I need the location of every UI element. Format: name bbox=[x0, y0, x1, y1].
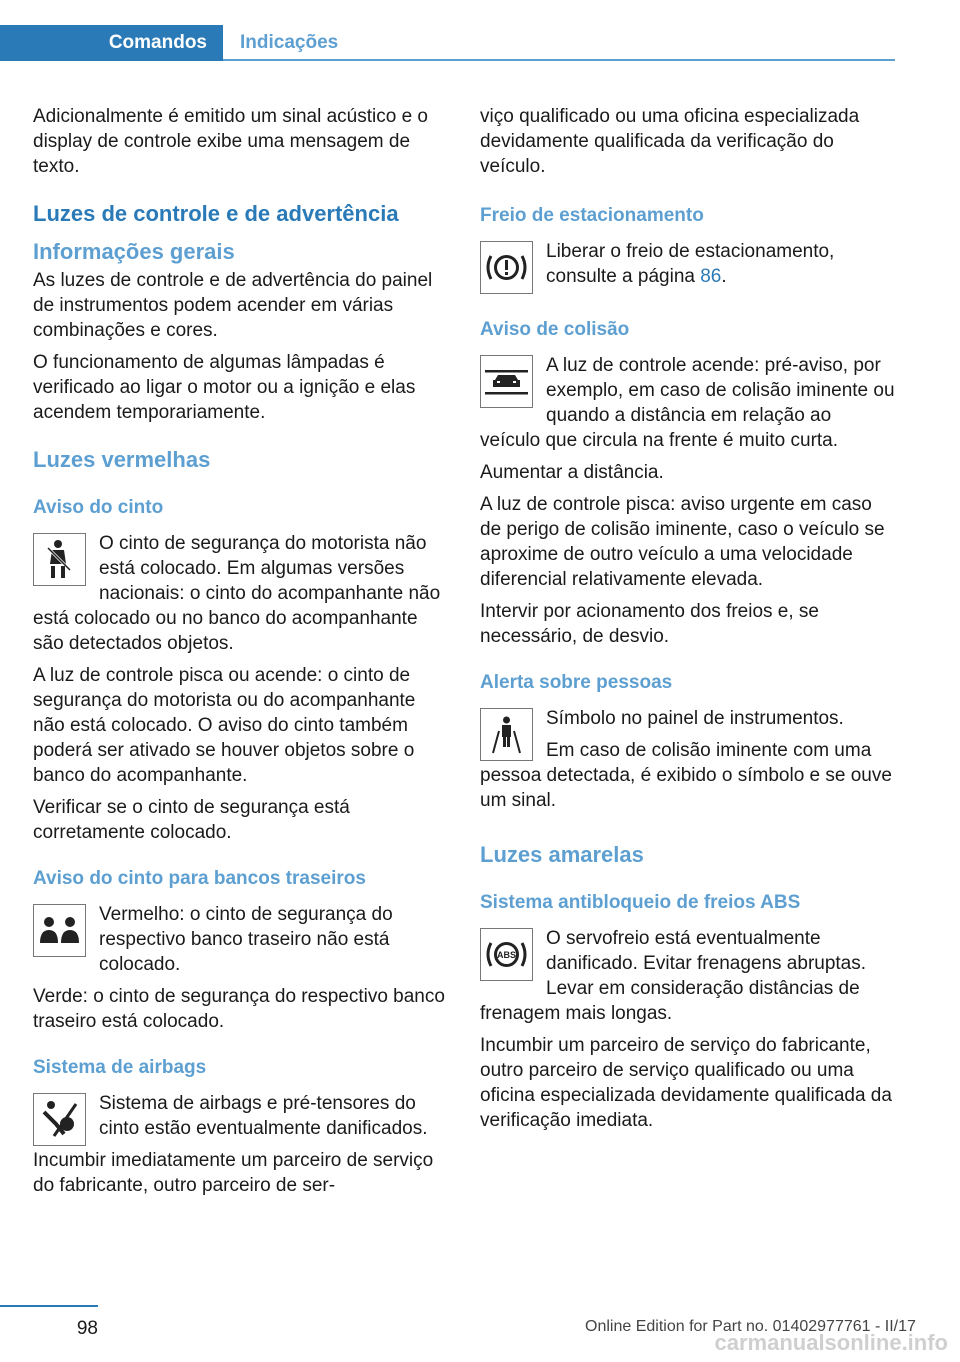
general-info-paragraph-2: O funcionamento de algumas lâmpadas é verificado ao ligar o motor ou a ignição e elas acendem temporariamente. bbox=[33, 352, 416, 423]
collision-warning-block bbox=[480, 353, 895, 460]
seatbelt-icon bbox=[33, 533, 86, 586]
parking-brake-icon bbox=[480, 241, 533, 294]
general-info-paragraph-1: As luzes de controle e de advertência do painel de instrumentos podem acender em várias combinações e cores. bbox=[33, 270, 433, 341]
abs-paragraph-1: O servofreio está eventualmente danificado. Evitar frenagens abruptas. Levar em consideração distâncias de frenagem mais longas. bbox=[480, 928, 867, 1024]
airbag-paragraph-2: Incumbir imediatamente um parceiro de serviço do fabricante, outro parceiro de ser- bbox=[33, 1150, 434, 1196]
belt-warning-heading: Aviso do cinto bbox=[33, 497, 164, 518]
watermark: carmanualsonline.info bbox=[714, 1330, 948, 1355]
svg-text:ABS: ABS bbox=[496, 950, 517, 960]
tab-comandos[interactable]: Comandos bbox=[0, 25, 223, 61]
abs-paragraph-2: Incumbir um parceiro de serviço do fabricante, outro parceiro de serviço qualificado ou uma oficina especializada devidamente qualificada da verificação imediata. bbox=[480, 1035, 892, 1131]
parking-brake-end: . bbox=[721, 266, 727, 287]
rear-belt-heading: Aviso do cinto para bancos traseiros bbox=[33, 868, 366, 889]
pedestrian-warning-paragraph-2: Em caso de colisão iminente com uma pessoa detectada, é exibido o símbolo e se ouve um sinal. bbox=[480, 740, 892, 811]
parking-brake-heading: Freio de estacionamento bbox=[480, 205, 704, 226]
rear-belt-block bbox=[33, 902, 448, 984]
section-tabs bbox=[0, 25, 895, 61]
abs-heading: Sistema antibloqueio de freios ABS bbox=[480, 892, 801, 913]
page-link[interactable]: 86 bbox=[700, 266, 722, 287]
collision-warning-paragraph-2: Aumentar a distância. bbox=[480, 462, 664, 483]
pedestrian-warning-paragraph-1: Símbolo no painel de instrumentos. bbox=[546, 708, 844, 729]
pedestrian-icon bbox=[480, 708, 533, 761]
collision-warning-paragraph-3: A luz de controle pisca: aviso urgente em caso de perigo de colisão iminente, caso o veículo se aproxime de outro veículo a uma velocidade diferencial relativamente elevada. bbox=[480, 494, 885, 590]
continued-paragraph: viço qualificado ou uma oficina especializada devidamente qualificada da verificação do veículo. bbox=[480, 106, 860, 177]
belt-warning-block bbox=[33, 531, 448, 663]
belt-warning-paragraph-3: Verificar se o cinto de segurança está corretamente colocado. bbox=[33, 797, 350, 843]
collision-warning-heading: Aviso de colisão bbox=[480, 319, 630, 340]
tab-indicacoes[interactable]: Indicações bbox=[240, 32, 339, 53]
airbag-block bbox=[33, 1091, 448, 1148]
airbag-heading: Sistema de airbags bbox=[33, 1057, 207, 1078]
airbag-icon bbox=[33, 1093, 86, 1146]
airbag-paragraph-1: Sistema de airbags e pré-tensores do cinto estão eventualmente danificados. bbox=[99, 1093, 428, 1139]
belt-warning-paragraph-2: A luz de controle pisca ou acende: o cinto de segurança do motorista ou do acompanhante não está colocado. O aviso do cinto também poderá ser ativado se houver objetos sobre o banco do acompanhante. bbox=[33, 665, 416, 786]
collision-warning-paragraph-4: Intervir por acionamento dos freios e, se necessário, de desvio. bbox=[480, 601, 820, 647]
rear-seatbelt-icon bbox=[33, 904, 86, 957]
collision-car-icon bbox=[480, 355, 533, 408]
left-column bbox=[33, 104, 448, 1205]
parking-brake-block bbox=[480, 239, 895, 296]
collision-warning-paragraph-1: A luz de controle acende: pré-aviso, por exemplo, em caso de colisão iminente ou quando a distância em relação ao veículo que circula na frente é muito curta. bbox=[480, 355, 895, 451]
rear-belt-paragraph-1: Vermelho: o cinto de segurança do respectivo banco traseiro não está colocado. bbox=[99, 904, 393, 975]
parking-brake-text: Liberar o freio de estacionamento, consulte a página bbox=[546, 241, 835, 287]
footer-rule bbox=[0, 1305, 98, 1307]
abs-block bbox=[480, 926, 895, 1033]
right-column bbox=[480, 104, 895, 1140]
red-lights-heading: Luzes vermelhas bbox=[33, 447, 211, 472]
section-heading: Luzes de controle e de advertência bbox=[33, 201, 399, 226]
pedestrian-warning-heading: Alerta sobre pessoas bbox=[480, 672, 673, 693]
belt-warning-paragraph-1: O cinto de segurança do motorista não está colocado. Em algumas versões nacionais: o cinto do acompanhante não está colocado ou no banco do acompanhante são detectados objetos. bbox=[33, 533, 441, 654]
yellow-lights-heading: Luzes amarelas bbox=[480, 842, 644, 867]
rear-belt-paragraph-2: Verde: o cinto de segurança do respectivo banco traseiro está colocado. bbox=[33, 986, 445, 1032]
parking-brake-paragraph bbox=[480, 239, 895, 289]
page-number: 98 bbox=[76, 1318, 98, 1339]
abs-icon bbox=[480, 928, 533, 981]
tab-divider bbox=[223, 59, 895, 61]
pedestrian-warning-block bbox=[480, 706, 895, 820]
edition-text: Online Edition for Part no. 01402977761 - II/17 bbox=[585, 1318, 916, 1335]
general-info-heading: Informações gerais bbox=[33, 239, 235, 264]
intro-paragraph: Adicionalmente é emitido um sinal acústico e o display de controle exibe uma mensagem de texto. bbox=[33, 106, 428, 177]
